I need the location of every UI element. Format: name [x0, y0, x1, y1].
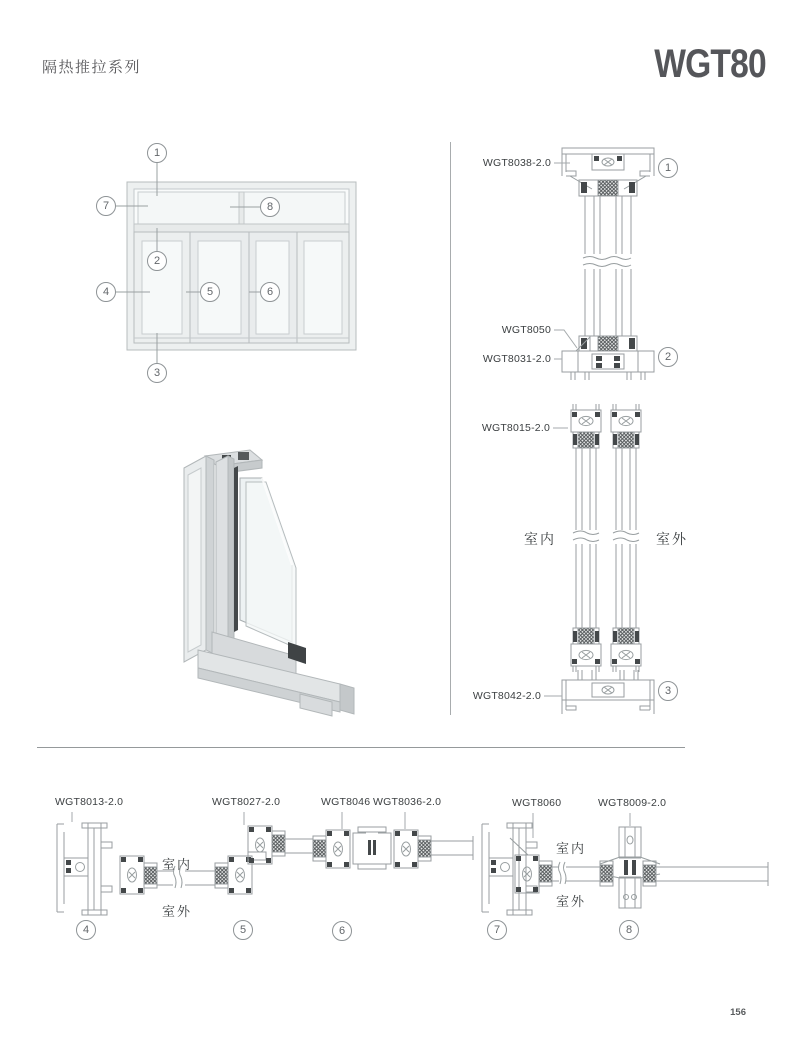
sash-top-right	[611, 404, 641, 448]
elevation-callout-4: 4	[96, 282, 116, 302]
meeting-stile-assembly	[313, 827, 473, 869]
label-sill: WGT8042-2.0	[472, 690, 541, 702]
page-number: 156	[730, 1007, 746, 1018]
label-left-frame: WGT8013-2.0	[55, 796, 124, 808]
label-head-frame: WGT8038-2.0	[482, 157, 551, 169]
fixed-glazing-bottom-bead	[579, 336, 637, 351]
elevation-transom	[134, 192, 349, 232]
elevation-callout-1: 1	[147, 143, 167, 163]
vsection-callout-1: 1	[658, 158, 678, 178]
sash-bottom-right	[611, 628, 641, 672]
hsection-callout-8: 8	[619, 920, 639, 940]
hsection-callout-5: 5	[233, 920, 253, 940]
vertical-section-drawing	[544, 148, 654, 714]
hsection-callout-7: 7	[487, 920, 507, 940]
horizontal-section-leaders	[72, 812, 630, 838]
hsection-outdoor-label-1: 室外	[162, 904, 193, 919]
label-transom: WGT8031-2.0	[482, 353, 551, 365]
mullion-assembly	[600, 827, 768, 908]
hsection-indoor-label-1: 室内	[162, 857, 193, 872]
transom-profile	[562, 351, 654, 380]
right-frame-jamb	[482, 823, 537, 915]
hsection-callout-4: 4	[76, 920, 96, 940]
vertical-divider	[450, 142, 451, 715]
hsection-indoor-label-2: 室内	[556, 841, 587, 856]
elevation-sliding-panels	[134, 232, 349, 343]
panel1-sash	[120, 856, 144, 894]
label-interlock: WGT8027-2.0	[212, 796, 281, 808]
left-frame-jamb	[57, 823, 112, 915]
elevation-callout-7: 7	[96, 196, 116, 216]
profile-3d-render	[184, 450, 354, 716]
elevation-callout-5: 5	[200, 282, 220, 302]
sill-profile	[562, 670, 654, 714]
elevation-callout-6: 6	[260, 282, 280, 302]
label-corner-connector: WGT8050	[501, 324, 551, 336]
label-hook-profile: WGT8046	[321, 796, 371, 808]
panel1-bead	[144, 863, 157, 888]
elevation-callout-3: 3	[147, 363, 167, 383]
series-title: 隔热推拉系列	[42, 59, 142, 76]
vertical-indoor-label: 室内	[524, 531, 556, 547]
vertical-outdoor-label: 室外	[656, 531, 688, 547]
interlock-assembly	[215, 826, 313, 894]
label-sash-top: WGT8015-2.0	[481, 422, 550, 434]
label-meeting-stile: WGT8036-2.0	[373, 796, 442, 808]
vsection-callout-2: 2	[658, 347, 678, 367]
horizontal-divider	[37, 747, 685, 748]
hsection-callout-6: 6	[332, 921, 352, 941]
hsection-outdoor-label-2: 室外	[556, 894, 587, 909]
sash-glazing-right	[613, 448, 639, 628]
sash-top-left	[571, 404, 601, 448]
fixed-glazing-top-bead	[579, 180, 637, 196]
sash-glazing-left	[573, 448, 599, 628]
right-sash-and-glass	[510, 838, 600, 893]
label-mullion: WGT8009-2.0	[598, 797, 667, 809]
fixed-glazing	[583, 196, 631, 336]
elevation-callout-2: 2	[147, 251, 167, 271]
sash-bottom-left	[571, 628, 601, 672]
label-right-frame: WGT8060	[512, 797, 562, 809]
product-code: WGT80	[654, 42, 766, 86]
vsection-callout-3: 3	[658, 681, 678, 701]
elevation-callout-8: 8	[260, 197, 280, 217]
